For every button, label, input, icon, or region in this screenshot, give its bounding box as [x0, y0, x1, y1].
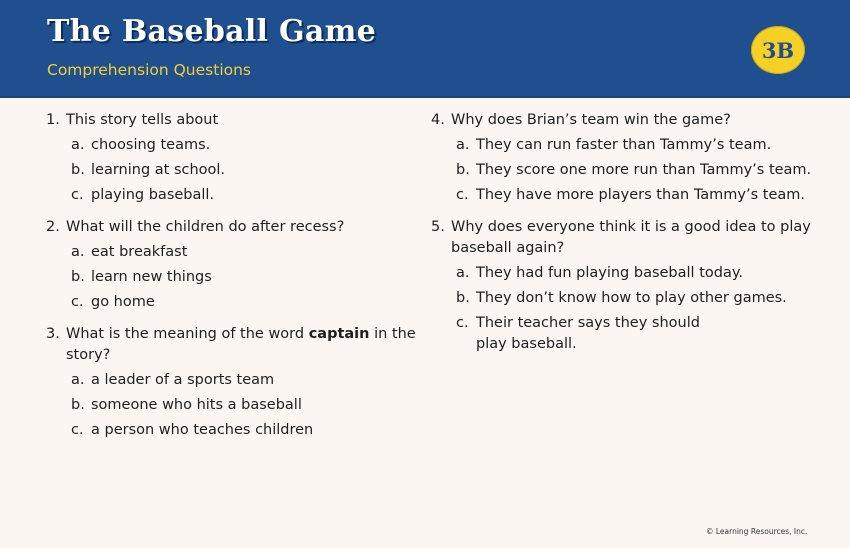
page-subtitle: Comprehension Questions — [47, 61, 252, 79]
question-number: 5. — [431, 219, 445, 235]
question-number: 4. — [431, 112, 445, 128]
option-text: go home — [91, 294, 155, 310]
option-letter: b. — [71, 397, 85, 413]
option-letter: b. — [71, 162, 85, 178]
answer-option — [46, 160, 416, 181]
answer-option — [46, 292, 416, 313]
question-text — [66, 324, 416, 366]
answer-option — [46, 135, 416, 156]
option-letter: a. — [71, 137, 85, 153]
option-text: eat breakfast — [91, 244, 188, 260]
option-text: choosing teams. — [91, 137, 211, 153]
option-text: They have more players than Tammy’s team. — [476, 187, 805, 203]
question-2 — [46, 217, 416, 313]
option-letter: c. — [456, 315, 469, 331]
option-text: playing baseball. — [91, 187, 215, 203]
question-number: 2. — [46, 219, 60, 235]
option-text: They score one more run than Tammy’s team. — [476, 162, 812, 178]
answer-option — [431, 288, 821, 309]
question-keyword: captain — [308, 326, 370, 342]
option-letter: c. — [71, 187, 84, 203]
right-column — [431, 110, 821, 366]
answer-option — [46, 370, 416, 391]
option-text: They can run faster than Tammy’s team. — [476, 137, 772, 153]
option-letter: c. — [456, 187, 469, 203]
option-letter: b. — [456, 162, 470, 178]
page-title: The Baseball Game — [47, 14, 377, 49]
answer-option — [46, 420, 416, 441]
question-text: Why does Brian’s team win the game? — [451, 112, 731, 128]
option-letter: b. — [71, 269, 85, 285]
option-text: someone who hits a baseball — [91, 397, 302, 413]
answer-option — [431, 263, 821, 284]
option-letter: c. — [71, 294, 84, 310]
question-text: Why does everyone think it is a good idea to play baseball again? — [451, 219, 811, 256]
question-text-after: in the story? — [66, 326, 416, 363]
answer-option — [46, 395, 416, 416]
question-text-before: What is the meaning of the word — [66, 326, 309, 342]
answer-option — [431, 160, 821, 181]
question-3 — [46, 324, 416, 441]
question-number: 3. — [46, 326, 60, 342]
question-5 — [431, 217, 821, 355]
option-text: They had fun playing baseball today. — [476, 265, 743, 281]
level-badge: 3B — [751, 26, 805, 74]
option-letter: a. — [71, 244, 85, 260]
answer-option — [46, 242, 416, 263]
answer-option — [431, 135, 821, 156]
option-text: learning at school. — [91, 162, 226, 178]
answer-option — [431, 313, 716, 355]
question-text: This story tells about — [66, 112, 219, 128]
option-letter: a. — [456, 137, 470, 153]
card-header — [0, 0, 850, 98]
question-4 — [431, 110, 821, 206]
question-number: 1. — [46, 112, 60, 128]
left-column — [46, 110, 416, 452]
answer-option — [431, 185, 821, 206]
option-text: a leader of a sports team — [91, 372, 275, 388]
option-text: They don’t know how to play other games. — [476, 290, 787, 306]
answer-option — [46, 185, 416, 206]
option-letter: a. — [456, 265, 470, 281]
option-text: a person who teaches children — [91, 422, 314, 438]
option-letter: b. — [456, 290, 470, 306]
option-text: Their teacher says they should play baseball. — [476, 315, 700, 352]
option-letter: a. — [71, 372, 85, 388]
option-text: learn new things — [91, 269, 212, 285]
copyright-notice: © Learning Resources, Inc. — [706, 527, 808, 536]
question-1 — [46, 110, 416, 206]
answer-option — [46, 267, 416, 288]
option-letter: c. — [71, 422, 84, 438]
question-text: What will the children do after recess? — [66, 219, 345, 235]
